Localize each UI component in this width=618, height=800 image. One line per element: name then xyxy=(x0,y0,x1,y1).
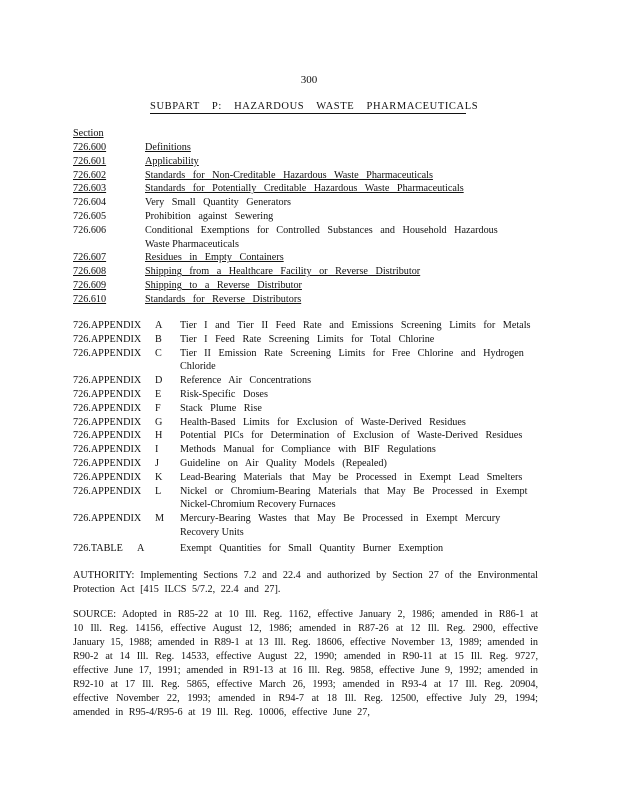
appendix-prefix: 726.APPENDIX xyxy=(73,320,142,331)
appendix-title: Stack Plume Rise xyxy=(180,402,262,414)
appendix-title-continued: Chloride xyxy=(180,361,216,373)
appendix-title-continued: Recovery Units xyxy=(180,526,244,538)
appendix-letter: B xyxy=(155,333,162,345)
authority-paragraph: AUTHORITY: Implementing Sections 7.2 and 22.4 and authorized by Section 27 of the Environmental Protection Act [415 ILCS 5/7.2, 22.4 and 27]. xyxy=(73,570,538,595)
appendix-title: Health-Based Limits for Exclusion of Waste-Derived Residues xyxy=(180,416,466,428)
section-number: 726.608 xyxy=(73,266,107,278)
section-heading: Section xyxy=(73,128,104,139)
appendix-letter: F xyxy=(155,402,161,414)
appendix-prefix: 726.APPENDIX xyxy=(73,375,142,387)
section-title: Prohibition against Sewering xyxy=(145,211,274,222)
appendix-prefix: 726.APPENDIX xyxy=(73,485,142,497)
appendix-prefix: 726.APPENDIX xyxy=(73,389,142,400)
subpart-title: SUBPART P: HAZARDOUS WASTE PHARMACEUTICALS xyxy=(150,101,479,112)
appendix-title-continued: Nickel-Chromium Recovery Furnaces xyxy=(180,499,336,511)
section-title-continued: Waste Pharmaceuticals xyxy=(145,238,239,250)
appendix-letter: H xyxy=(155,430,163,442)
appendix-prefix: 726.APPENDIX xyxy=(73,416,142,428)
section-number: 726.607 xyxy=(73,252,107,264)
appendix-prefix: 726.APPENDIX xyxy=(73,458,142,469)
appendix-title: Methods Manual for Compliance with BIF Regulations xyxy=(180,444,436,456)
appendix-title: Tier I Feed Rate Screening Limits for Total Chlorine xyxy=(180,333,435,345)
section-title: Shipping from a Healthcare Facility or Reverse Distributor xyxy=(145,266,421,278)
appendix-letter: E xyxy=(155,389,162,400)
appendix-prefix: 726.TABLE xyxy=(73,542,123,554)
source-paragraph: SOURCE: Adopted in R85-22 at 10 Ill. Reg. 1162, effective January 2, 1986; amended in R86-1 at 10 Ill. Reg. 14156, effective August 12, 1986; amended in R87-26 at 12 Ill. Reg. 2900, effective January 15, 1988; amended in R89-1 at 13 Ill. Reg. 18606, effective November 13, 1989; amended in R90-2 at 14 Ill. Reg. 14533, effective August 22, 1990; amended in R90-11 at 15 Ill. Reg. 9727, effective June 17, 1991; amended in R91-13 at 16 Ill. Reg. 9858, effective June 9, 1992; amended in R92-10 at 17 Ill. Reg. 5865, effective March 26, 1993; amended in R93-4 at 17 Ill. Reg. 20904, effective November 22, 1993; amended in R94-7 at 18 Ill. Reg. 12500, effective July 29, 1994; amended in R95-4/R95-6 at 19 Ill. Reg. 10006, effective June 27, xyxy=(73,609,538,718)
appendix-title: Tier II Emission Rate Screening Limits for Free Chlorine and Hydrogen xyxy=(180,347,524,359)
appendix-letter: G xyxy=(155,416,163,428)
section-title: Standards for Non-Creditable Hazardous Waste Pharmaceuticals xyxy=(145,169,433,181)
appendix-title: Tier I and Tier II Feed Rate and Emissions Screening Limits for Metals xyxy=(180,320,531,331)
section-number: 726.605 xyxy=(73,211,107,222)
appendix-title: Guideline on Air Quality Models (Repealed) xyxy=(180,458,387,469)
title-underline xyxy=(150,113,466,114)
appendix-prefix: 726.APPENDIX xyxy=(73,444,142,456)
appendix-prefix: 726.APPENDIX xyxy=(73,333,142,345)
appendix-prefix: 726.APPENDIX xyxy=(73,471,142,483)
appendix-title: Lead-Bearing Materials that May be Processed in Exempt Lead Smelters xyxy=(180,471,523,483)
appendix-prefix: 726.APPENDIX xyxy=(73,347,142,359)
section-title: Applicability xyxy=(145,155,199,167)
appendix-letter: D xyxy=(155,375,163,387)
appendix-title: Nickel or Chromium-Bearing Materials that May Be Processed in Exempt xyxy=(180,485,528,497)
appendix-title: Exempt Quantities for Small Quantity Burner Exemption xyxy=(180,542,444,554)
section-number: 726.610 xyxy=(73,293,107,305)
appendix-letter: C xyxy=(155,347,162,359)
section-title: Conditional Exemptions for Controlled Substances and Household Hazardous xyxy=(145,224,498,236)
section-number: 726.601 xyxy=(73,155,107,167)
appendix-prefix: 726.APPENDIX xyxy=(73,402,142,414)
appendix-prefix: 726.APPENDIX xyxy=(73,430,142,442)
appendix-title: Risk-Specific Doses xyxy=(180,389,268,400)
section-title: Standards for Reverse Distributors xyxy=(145,293,302,305)
section-number: 726.609 xyxy=(73,280,107,291)
section-title: Definitions xyxy=(145,142,191,153)
section-title: Standards for Potentially Creditable Hazardous Waste Pharmaceuticals xyxy=(145,183,464,195)
appendix-prefix: 726.APPENDIX xyxy=(73,513,142,525)
section-title: Residues in Empty Containers xyxy=(145,252,284,264)
section-number: 726.602 xyxy=(73,169,107,181)
appendix-title: Mercury-Bearing Wastes that May Be Processed in Exempt Mercury xyxy=(180,513,501,525)
appendix-letter: I xyxy=(155,444,159,456)
appendix-letter: L xyxy=(155,485,162,497)
section-number: 726.604 xyxy=(73,197,107,209)
appendix-letter: A xyxy=(155,320,163,331)
section-title: Shipping to a Reverse Distributor xyxy=(145,280,302,291)
appendix-title: Reference Air Concentrations xyxy=(180,375,312,387)
appendix-letter: A xyxy=(137,542,145,554)
section-number: 726.606 xyxy=(73,224,107,236)
section-number: 726.600 xyxy=(73,142,107,153)
section-number: 726.603 xyxy=(73,183,107,195)
appendix-title: Potential PICs for Determination of Exclusion of Waste-Derived Residues xyxy=(180,430,523,442)
appendix-letter: M xyxy=(155,513,165,525)
appendix-letter: J xyxy=(155,458,159,469)
appendix-letter: K xyxy=(155,471,163,483)
page-number: 300 xyxy=(300,74,318,86)
section-title: Very Small Quantity Generators xyxy=(145,197,291,209)
